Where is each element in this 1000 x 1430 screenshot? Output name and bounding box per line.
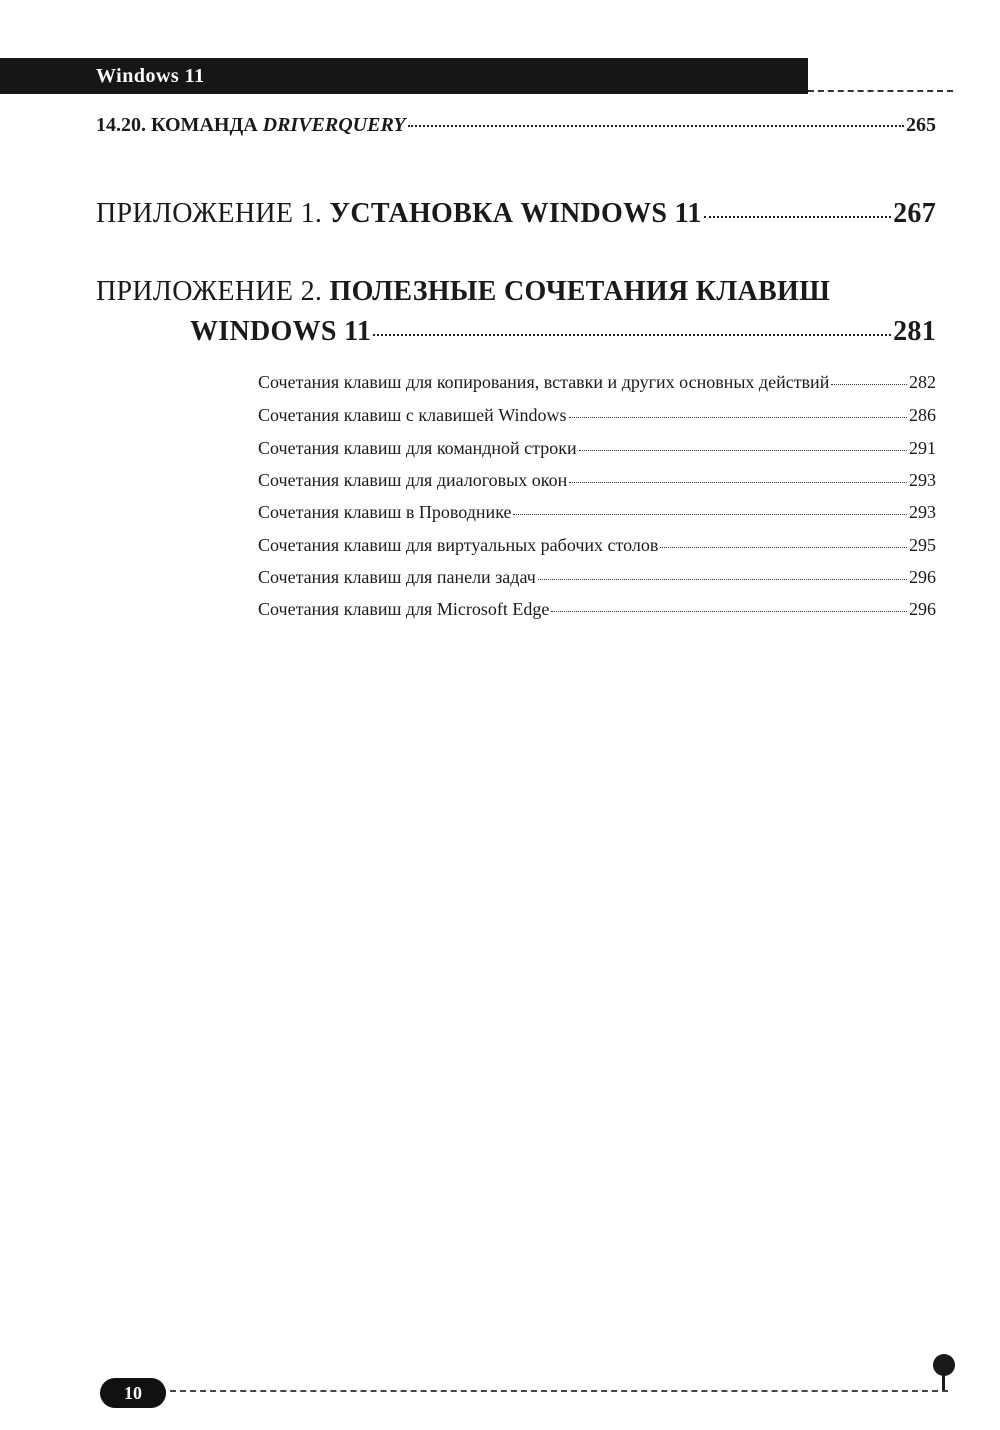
page-number: 10 — [100, 1378, 166, 1408]
subentry-title: Сочетания клавиш с клавишей Windows — [258, 405, 567, 425]
dot-leader — [831, 384, 907, 385]
appendix-2-page: 281 — [893, 316, 936, 347]
toc-entry-14-20[interactable] — [96, 114, 936, 137]
header-dotted-rule — [808, 90, 953, 92]
appendix-2-title-line2: WINDOWS 11 — [190, 316, 372, 347]
toc-entry-title: 14.20. КОМАНДА DRIVERQUERY — [96, 114, 406, 136]
subentry-page: 293 — [909, 502, 936, 522]
footer-dotted-rule — [160, 1390, 948, 1392]
subentry-page: 291 — [909, 438, 936, 458]
appendix-2-title-line1: ПОЛЕЗНЫЕ СОЧЕТАНИЯ КЛАВИШ — [329, 276, 831, 307]
dot-leader — [551, 611, 907, 612]
footer-drop-stem — [942, 1374, 945, 1390]
toc-subentry[interactable] — [258, 567, 936, 588]
appendix-1-title: УСТАНОВКА WINDOWS 11 — [329, 198, 702, 229]
subentry-title: Сочетания клавиш для виртуальных рабочих столов — [258, 535, 659, 555]
subentry-title: Сочетания клавиш для Microsoft Edge — [258, 599, 550, 619]
toc-subentry[interactable] — [258, 599, 936, 620]
subentry-title: Сочетания клавиш в Проводнике — [258, 502, 512, 522]
subentry-page: 286 — [909, 405, 936, 425]
dot-leader — [373, 334, 891, 336]
footer-drop-ornament — [933, 1354, 955, 1376]
subentry-page: 296 — [909, 567, 936, 587]
toc-entry-emphasis: DRIVERQUERY — [262, 114, 406, 136]
subentry-title: Сочетания клавиш для копирования, вставки и других основных действий — [258, 372, 830, 392]
running-header — [0, 58, 808, 94]
toc-appendix-2-line1[interactable] — [96, 276, 936, 308]
appendix-2-heading — [96, 276, 830, 308]
appendix-1-page: 267 — [893, 198, 936, 229]
toc-entry-page: 265 — [906, 114, 936, 136]
appendix-1-label: ПРИЛОЖЕНИЕ 1. — [96, 198, 323, 229]
dot-leader — [513, 514, 907, 515]
subentry-page: 293 — [909, 470, 936, 490]
toc-subentry[interactable] — [258, 470, 936, 491]
subentry-title: Сочетания клавиш для панели задач — [258, 567, 536, 587]
dot-leader — [538, 579, 907, 580]
subentry-page: 282 — [909, 372, 936, 392]
dot-leader — [579, 450, 907, 451]
appendix-1-heading — [96, 198, 702, 230]
subentry-title: Сочетания клавиш для диалоговых окон — [258, 470, 568, 490]
dot-leader — [660, 547, 907, 548]
toc-subentry[interactable] — [258, 372, 936, 393]
toc-subentry[interactable] — [258, 405, 936, 426]
toc-subentry[interactable] — [258, 535, 936, 556]
dot-leader — [704, 216, 891, 218]
subentry-page: 296 — [909, 599, 936, 619]
toc-appendix-1[interactable] — [96, 198, 936, 230]
running-header-title: Windows 11 — [96, 65, 205, 87]
subentry-page: 295 — [909, 535, 936, 555]
appendix-2-label: ПРИЛОЖЕНИЕ 2. — [96, 276, 323, 307]
toc-appendix-2-line2[interactable] — [190, 316, 936, 348]
dot-leader — [569, 417, 907, 418]
toc-subentry[interactable] — [258, 502, 936, 523]
dot-leader — [569, 482, 907, 483]
dot-leader — [408, 125, 904, 127]
toc-subentry[interactable] — [258, 438, 936, 459]
subentry-title: Сочетания клавиш для командной строки — [258, 438, 577, 458]
